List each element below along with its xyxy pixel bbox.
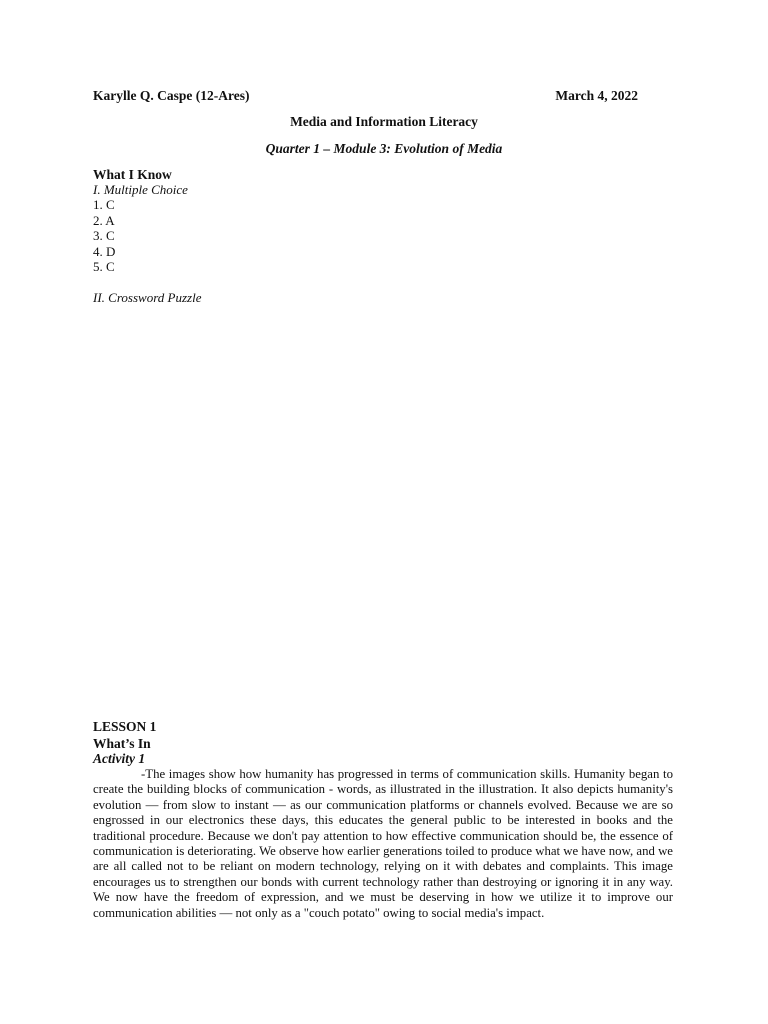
answer-item: 5. C [93, 259, 115, 274]
activity-heading: Activity 1 [93, 751, 146, 766]
student-name: Karylle Q. Caspe (12-Ares) [93, 88, 250, 103]
answer-item: 3. C [93, 228, 115, 243]
whats-in-heading: What’s In [93, 736, 151, 751]
submission-date: March 4, 2022 [555, 88, 638, 103]
module-title: Quarter 1 – Module 3: Evolution of Media [265, 141, 503, 156]
answer-item: 4. D [93, 243, 116, 259]
crossword-label: II. Crossword Puzzle [93, 290, 202, 305]
subject-title: Media and Information Literacy [290, 114, 478, 129]
lesson-heading: LESSON 1 [93, 719, 157, 734]
answer-item: 2. A [93, 212, 115, 228]
what-i-know-heading: What I Know [93, 167, 172, 182]
multiple-choice-label: I. Multiple Choice [93, 182, 188, 197]
answer-item: 1. C [93, 197, 115, 212]
multiple-choice-answers [93, 197, 115, 275]
activity-paragraph: -The images show how humanity has progressed in terms of communication skills. Humanity began to create the building blocks of communication - words, as illustrated in the illustration. It also depicts humanity's evolution — from slow to instant — as our communication platforms or channels evolved. Because we are so engrossed in our electronics these days, this educates the general public to be interested in books and the traditional procedure. Because we don't pay attention to how effective communication should be, the essence of communication is deteriorating. We observe how earlier generations toiled to produce what we have now, and we are all called not to be reliant on modern technology, relying on it with debates and complaints. This image encourages us to strengthen our bonds with current technology rather than destroying or ignoring it in any way. We now have the freedom of expression, and we must be deserving in how we utilize it to improve our communication abilities — not only as a "couch potato" owing to social media's impact. [93, 767, 673, 920]
crossword-blank-area [93, 310, 673, 710]
